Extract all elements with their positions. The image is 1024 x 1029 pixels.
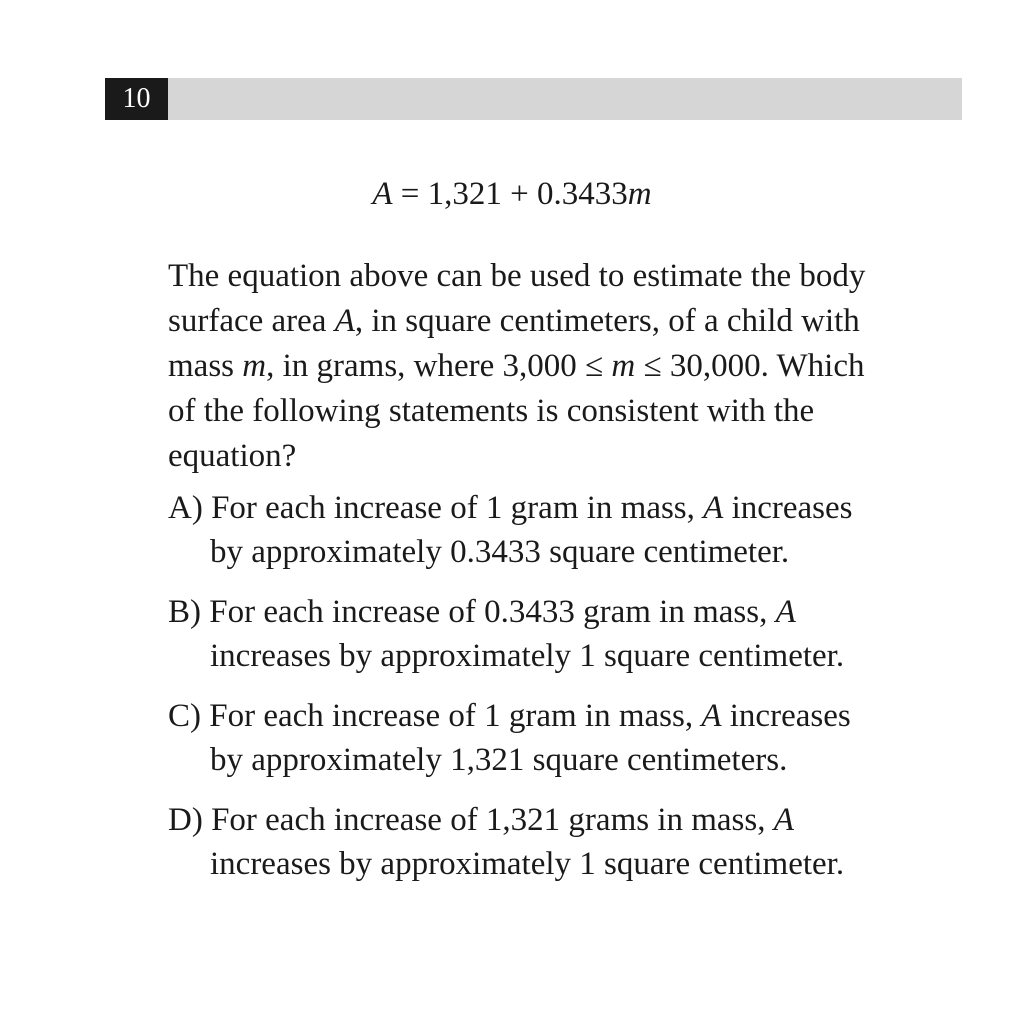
stem-line-3 bbox=[168, 344, 968, 389]
choice-a[interactable] bbox=[168, 486, 968, 574]
choice-b-line-1 bbox=[168, 590, 968, 634]
equation-lhs-variable: A bbox=[372, 176, 393, 212]
stem-line-3-variable-1: m bbox=[242, 348, 267, 384]
stem-line-4: of the following statements is consistent with the bbox=[168, 393, 815, 429]
stem-line-3-mid: , in grams, where 3,000 ≤ bbox=[266, 348, 612, 384]
choice-c-line-2: by approximately 1,321 square centimeters. bbox=[210, 742, 788, 778]
choice-d-variable: A bbox=[773, 802, 794, 838]
choice-a-variable: A bbox=[703, 490, 724, 526]
choice-a-line-1 bbox=[168, 486, 968, 530]
choice-c-line-1 bbox=[168, 694, 968, 738]
equation-rhs: = 1,321 + 0.3433 bbox=[392, 176, 628, 212]
choice-d-line-1-pre: D) For each increase of 1,321 grams in mass, bbox=[168, 802, 774, 838]
equation bbox=[0, 172, 1024, 216]
choice-c-line-1-pre: C) For each increase of 1 gram in mass, bbox=[168, 698, 702, 734]
stem-line-2-pre: surface area bbox=[168, 303, 335, 339]
choice-d[interactable] bbox=[168, 798, 968, 886]
choice-b-line-1-pre: B) For each increase of 0.3433 gram in mass, bbox=[168, 594, 776, 630]
choice-b-variable: A bbox=[775, 594, 796, 630]
answer-choices bbox=[168, 486, 968, 902]
choice-a-line-1-post: increases bbox=[723, 490, 853, 526]
stem-line-3-post: ≤ 30,000. Which bbox=[635, 348, 865, 384]
choice-d-line-1 bbox=[168, 798, 968, 842]
stem-line-2-post: , in square centimeters, of a child with bbox=[354, 303, 860, 339]
equation-rhs-variable: m bbox=[627, 176, 652, 212]
question-header-bar bbox=[105, 78, 962, 120]
choice-a-line-1-pre: A) For each increase of 1 gram in mass, bbox=[168, 490, 704, 526]
stem-line-2 bbox=[168, 299, 968, 344]
choice-c-line-1-post: increases bbox=[721, 698, 851, 734]
choice-b-line-2: increases by approximately 1 square centimeter. bbox=[210, 638, 845, 674]
choice-a-line-2: by approximately 0.3433 square centimeter. bbox=[210, 534, 790, 570]
stem-line-3-variable-2: m bbox=[611, 348, 636, 384]
choice-b[interactable] bbox=[168, 590, 968, 678]
question-number: 10 bbox=[105, 78, 168, 120]
question-stem bbox=[168, 254, 968, 479]
stem-line-3-pre: mass bbox=[168, 348, 243, 384]
choice-d-line-2: increases by approximately 1 square centimeter. bbox=[210, 846, 845, 882]
choice-c[interactable] bbox=[168, 694, 968, 782]
stem-line-2-variable: A bbox=[334, 303, 355, 339]
stem-line-5: equation? bbox=[168, 438, 297, 474]
stem-line-1: The equation above can be used to estimate the body bbox=[168, 258, 866, 294]
choice-c-variable: A bbox=[701, 698, 722, 734]
